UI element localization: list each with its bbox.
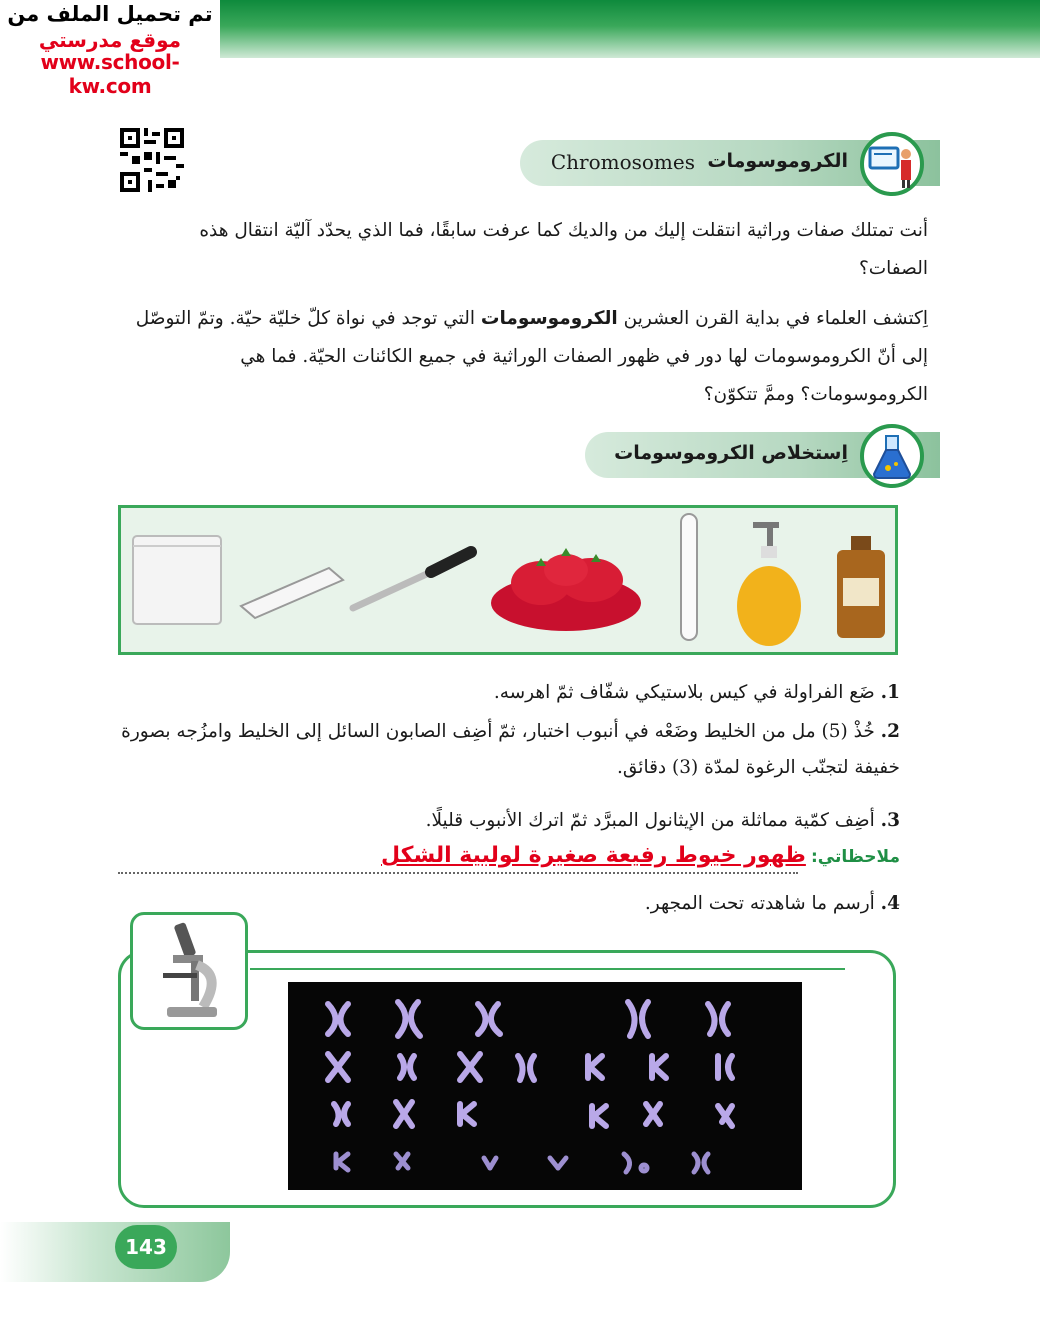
microscope-icon xyxy=(130,912,248,1030)
step-3 xyxy=(110,803,900,839)
strawberries-icon xyxy=(491,548,641,631)
chromosome-karyotype-image xyxy=(288,982,802,1190)
drawing-area-rule xyxy=(250,968,845,970)
soap-bottle-icon xyxy=(737,522,801,646)
section-title-ar: الكروموسومات xyxy=(707,150,848,172)
notes-label: ملاحظاتي: xyxy=(810,847,900,867)
section2-title: اِستخلاص الكروموسومات xyxy=(614,442,848,464)
intro-paragraph-2 xyxy=(128,300,928,414)
step-2 xyxy=(110,714,900,786)
test-tube-icon xyxy=(681,514,697,640)
reagent-bottle-icon xyxy=(837,536,885,638)
teacher-board-icon xyxy=(860,132,924,196)
step-3-number: 3. xyxy=(880,810,900,831)
step-1-text: ضَع الفراولة في كيس بلاستيكي شفّاف ثمّ اهرسه. xyxy=(493,682,875,703)
materials-panel xyxy=(118,505,898,655)
intro-p2-before: اِكتشف العلماء في بداية القرن العشرين xyxy=(617,308,928,329)
step-1-number: 1. xyxy=(880,682,900,703)
page-number: 143 xyxy=(115,1225,177,1269)
notes-answer[interactable]: ظهور خيوط رفيعة صغيرة لولبية الشكل xyxy=(381,843,806,868)
site-watermark[interactable] xyxy=(0,0,220,100)
qr-code-icon xyxy=(120,128,184,192)
section-title-en: Chromosomes xyxy=(550,150,695,174)
plastic-bag-icon xyxy=(133,536,221,624)
keyword-chromosomes: الكروموسومات xyxy=(480,308,618,329)
dropper-icon xyxy=(353,552,471,608)
site-url[interactable]: www.school-kw.com xyxy=(40,50,180,98)
step-2-number: 2. xyxy=(880,721,900,742)
step-3-text: أضِف كمّية مماثلة من الإيثانول المبرَّد ثمّ اترك الأنبوب قليلًا. xyxy=(425,810,875,831)
site-line-2: موقع مدرستي xyxy=(38,28,182,52)
step-2-text: خُذْ (5) مل من الخليط وضَعْه في أنبوب اختبار، ثمّ أضِف الصابون السائل إلى الخليط وامزُجه بصورة خفيفة لتجنّب الرغوة لمدّة (3) دقائق. xyxy=(121,721,900,778)
step-4-number: 4. xyxy=(880,893,900,914)
step-4-text: أرسم ما شاهدته تحت المجهر. xyxy=(644,893,875,914)
step-1 xyxy=(110,675,900,711)
glass-slide-icon xyxy=(241,568,343,618)
site-line-1: تم تحميل الملف من xyxy=(7,2,213,26)
intro-p2-after: التي توجد في نواة كلّ خليّة حيّة. وتمّ التوصّل إلى أنّ الكروموسومات لها دور في ظهور الصفات الوراثية في جميع الكائنات الحيّة. فما هي الكروموسومات؟ وممَّ تتكوّن؟ xyxy=(135,308,928,405)
intro-paragraph-1: أنت تمتلك صفات وراثية انتقلت إليك من والديك كما عرفت سابقًا، فما الذي يحدّد آليّة انتقال هذه الصفات؟ xyxy=(199,220,928,279)
notes-answer-line xyxy=(118,872,798,874)
header-band xyxy=(200,0,1040,58)
flask-icon xyxy=(860,424,924,488)
